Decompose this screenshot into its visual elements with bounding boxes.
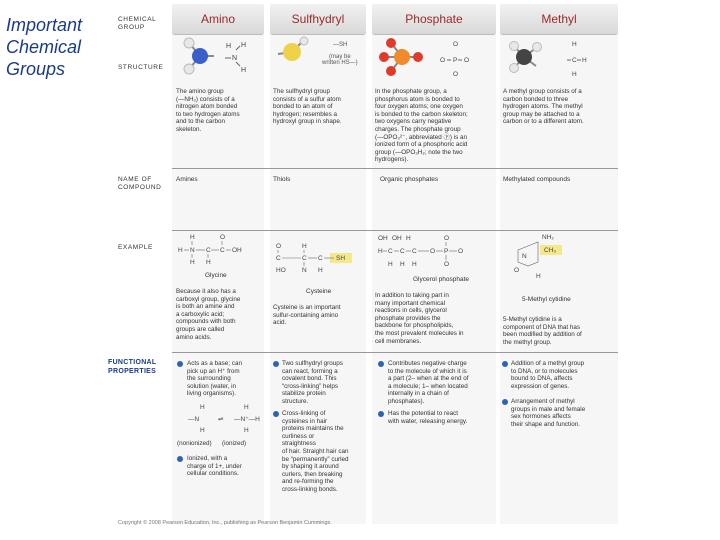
amino-example-description <box>176 288 268 341</box>
row-label-name-of-compound <box>118 176 161 192</box>
amino-function-1 <box>187 360 267 398</box>
bullet-icon <box>177 456 183 462</box>
cysteine-structure-drawing <box>272 240 372 276</box>
phosphate-structure-description <box>375 88 499 164</box>
amino-structure-model <box>178 36 258 76</box>
svg-text:H: H <box>190 259 195 266</box>
svg-text:H: H <box>241 42 247 49</box>
bullet-icon <box>273 361 279 367</box>
text-line: groups in male and female <box>511 405 586 413</box>
phosphate-example-name: Glycerol phosphate <box>413 276 470 283</box>
svg-text:⇌: ⇌ <box>218 416 224 423</box>
text-line: their shape and function. <box>511 420 580 428</box>
amino-ion-label-ionized: (ionized) <box>222 440 247 447</box>
methyl-compound-name: Methylated compounds <box>503 176 571 183</box>
svg-text:H: H <box>318 267 323 274</box>
svg-text:H: H <box>200 404 205 411</box>
text-line: by shaping it around <box>282 463 339 471</box>
svg-text:H: H <box>388 261 393 268</box>
text-line: The amino group <box>176 88 224 95</box>
text-line: bound to DNA, affects <box>511 375 573 383</box>
svg-text:H: H <box>206 259 211 266</box>
svg-text:O: O <box>453 71 459 78</box>
row-label-structure: STRUCTURE <box>118 64 164 71</box>
text-line: carboxyl group, glycine <box>176 295 241 303</box>
row-label-functional-properties <box>108 359 157 376</box>
svg-text:O: O <box>453 41 459 48</box>
text-line: curlers, then breaking <box>282 470 343 478</box>
amino-ion-label-nonionized: (nonionized) <box>177 440 212 447</box>
text-line: the surrounding <box>187 375 231 383</box>
text-line: 5-Methyl cytidine is a <box>503 316 562 323</box>
text-line: cell membranes. <box>375 337 422 345</box>
text-line: hydroxyl group in shape. <box>273 118 342 126</box>
methyl-structure-model <box>504 36 614 78</box>
text-line: (—NH₂) consists of a <box>176 95 235 103</box>
text-line: hydrogen; resembles a <box>273 110 338 118</box>
methyl-structure-description <box>503 88 621 126</box>
text-line: sex hormones affects <box>511 413 571 421</box>
text-line: and to the carbon <box>176 118 226 126</box>
note-line: (may be <box>328 54 351 60</box>
text-line: carbon or to a different atom. <box>503 118 584 126</box>
svg-text:C: C <box>276 255 281 262</box>
text-line: cross-linking bonds. <box>282 485 338 493</box>
text-line: In addition to taking part in <box>375 292 449 299</box>
glycine-structure-drawing <box>176 232 266 266</box>
text-line: skeleton. <box>176 125 202 133</box>
text-line: can react, forming a <box>282 367 338 375</box>
row-label-line: NAME OF <box>118 176 152 183</box>
phosphate-function-2 <box>388 410 498 425</box>
svg-text:OH: OH <box>232 247 242 254</box>
sulfhydryl-compound-name: Thiols <box>273 176 291 183</box>
svg-text:H: H <box>244 427 249 434</box>
svg-text:H: H <box>536 273 541 280</box>
bullet-icon <box>378 361 384 367</box>
text-line: curliness or <box>282 432 315 440</box>
text-line: living organisms). <box>187 390 236 398</box>
amino-compound-name: Amines <box>176 176 198 183</box>
svg-text:N: N <box>522 253 527 260</box>
text-line: Two sulfhydryl groups <box>282 360 343 367</box>
text-line: two oxygens carry negative <box>375 118 452 126</box>
svg-text:O: O <box>514 267 520 274</box>
text-line: phosphate provides the <box>375 314 441 322</box>
svg-text:C: C <box>388 248 393 255</box>
text-line: been modified by addition of <box>503 331 582 339</box>
sulfhydryl-sh-label: —SH <box>333 42 348 48</box>
text-line: Acts as a base; can <box>187 360 242 367</box>
methyl-example-description <box>503 316 621 346</box>
page-title-line: Chemical <box>6 37 82 57</box>
methyl-function-1 <box>511 360 621 390</box>
svg-text:O: O <box>464 57 470 64</box>
methyl-function-2 <box>511 398 621 428</box>
amino-example-name: Glycine <box>205 272 227 279</box>
text-line: Cross-linking of <box>282 410 326 417</box>
text-line: expression of genes. <box>511 382 570 390</box>
text-line: cellular conditions. <box>187 470 239 478</box>
note-line: written HS—) <box>322 60 358 66</box>
svg-text:O: O <box>440 57 446 64</box>
sulfhydryl-function-2 <box>282 410 368 494</box>
svg-text:H: H <box>412 261 417 268</box>
svg-text:O: O <box>430 248 436 255</box>
svg-text:C: C <box>318 255 323 262</box>
sulfhydryl-structure-description <box>273 88 369 126</box>
glycerol-phosphate-structure-drawing <box>378 232 496 276</box>
svg-text:C: C <box>220 247 225 254</box>
svg-text:H: H <box>200 427 205 434</box>
text-line: cysteines in hair <box>282 417 328 425</box>
text-line: Addition of a methyl group <box>511 360 585 367</box>
row-label-line: COMPOUND <box>118 184 162 191</box>
text-line: is both an amine and <box>176 303 235 311</box>
text-line: a part (2– when at the end of <box>388 375 469 383</box>
text-line: groups are called <box>176 325 225 333</box>
svg-text:O: O <box>444 261 450 268</box>
text-line: be “permanently” curled <box>282 455 349 463</box>
phosphate-example-description <box>375 292 499 345</box>
text-line: carbon bonded to three <box>503 95 569 103</box>
svg-text:N: N <box>232 55 238 62</box>
text-line: group may be attached to a <box>503 110 580 118</box>
divider <box>172 230 618 231</box>
text-line: is bonded to the carbon skeleton; <box>375 110 468 118</box>
text-line: to two hydrogen atoms <box>176 110 240 118</box>
text-line: phosphorus atom is bonded to <box>375 95 460 103</box>
svg-text:P: P <box>444 248 449 255</box>
text-line: to the molecule of which it is <box>388 367 467 375</box>
svg-text:—N: —N <box>188 416 200 423</box>
svg-text:H: H <box>178 247 183 254</box>
text-line: with water, releasing energy. <box>388 417 468 425</box>
text-line: covalent bond. This <box>282 375 337 383</box>
text-line: structure. <box>282 397 309 405</box>
svg-text:HO: HO <box>276 267 286 274</box>
bullet-icon <box>177 361 183 367</box>
text-line: many important chemical <box>375 299 445 307</box>
svg-text:H: H <box>582 57 587 64</box>
text-line: hydrogen atoms. The methyl <box>503 103 583 111</box>
text-line: and re-forming the <box>282 478 334 486</box>
amino-structure-description <box>176 88 266 134</box>
column-header-amino: Amino <box>172 4 264 35</box>
text-line: pick up an H⁺ from <box>187 367 240 375</box>
svg-text:O: O <box>444 235 450 242</box>
text-line: the most prevalent molecules in <box>375 329 464 337</box>
methyl-example-name: 5-Methyl cytidine <box>522 296 571 303</box>
svg-text:C: C <box>400 248 405 255</box>
text-line: Ionized, with a <box>187 455 228 462</box>
divider <box>172 168 618 169</box>
text-line: Contributes negative charge <box>388 360 467 367</box>
text-line: hydrogens). <box>375 156 409 164</box>
text-line: Because it also has a <box>176 288 236 295</box>
text-line: reactions in cells, glycerol <box>375 307 447 315</box>
text-line: a molecule; 1– when located <box>388 382 468 390</box>
text-line: the methyl group. <box>503 338 552 346</box>
text-line: Has the potential to react <box>388 410 459 417</box>
copyright-notice: Copyright © 2008 Pearson Education, Inc., publishing as Pearson Benjamin Cummings. <box>118 520 332 526</box>
svg-text:NH₂: NH₂ <box>542 234 554 241</box>
svg-text:C: C <box>412 248 417 255</box>
text-line: ionized form of a phosphoric acid <box>375 141 468 149</box>
svg-text:CH₃: CH₃ <box>544 247 557 254</box>
page-title <box>6 14 106 80</box>
row-label-line: FUNCTIONAL <box>108 359 157 366</box>
svg-text:C: C <box>302 255 307 262</box>
row-label-line: PROPERTIES <box>108 367 157 375</box>
bullet-icon <box>502 361 508 367</box>
text-line: Cysteine is an important <box>273 304 341 311</box>
bullet-icon <box>502 399 508 405</box>
svg-text:O: O <box>276 243 282 250</box>
svg-text:C: C <box>572 57 577 64</box>
column-header-sulfhydryl: Sulfhydryl <box>270 4 366 35</box>
column-header-phosphate: Phosphate <box>372 4 496 35</box>
svg-text:H: H <box>572 71 577 78</box>
svg-text:SH: SH <box>336 255 346 262</box>
svg-text:H: H <box>241 67 247 74</box>
text-line: straightness <box>282 440 316 448</box>
sulfhydryl-function-1 <box>282 360 368 406</box>
row-label-example: EXAMPLE <box>118 244 153 251</box>
text-line: charges. The phosphate group <box>375 125 461 133</box>
svg-text:N: N <box>302 267 307 274</box>
text-line: solution (water, in <box>187 382 237 390</box>
text-line: a carboxylic acid; <box>176 310 225 318</box>
text-line: acid. <box>273 319 287 327</box>
text-line: component of DNA that has <box>503 323 581 331</box>
text-line: internally in a chain of <box>388 390 449 398</box>
phosphate-compound-name: Organic phosphates <box>380 176 439 183</box>
svg-text:H: H <box>400 261 405 268</box>
text-line: A methyl group consists of a <box>503 88 582 95</box>
svg-text:—N⁺—H: —N⁺—H <box>234 416 260 423</box>
svg-text:OH: OH <box>378 235 388 242</box>
svg-text:O: O <box>458 248 464 255</box>
text-line: amino acids. <box>176 333 212 341</box>
text-line: nitrogen atom bonded <box>176 103 238 111</box>
bullet-icon <box>378 411 384 417</box>
svg-text:OH: OH <box>392 235 402 242</box>
row-label-chemical-group <box>118 16 156 32</box>
text-line: to DNA, or to molecules <box>511 367 578 375</box>
phosphate-structure-model <box>378 36 496 78</box>
row-label-line: GROUP <box>118 24 145 31</box>
svg-text:H: H <box>572 41 577 48</box>
phosphate-function-1 <box>388 360 498 406</box>
svg-text:H: H <box>302 243 307 250</box>
text-line: (—OPO₃²⁻, abbreviated Ⓟ) is an <box>375 133 467 141</box>
page-title-line: Groups <box>6 59 66 79</box>
row-label-line: CHEMICAL <box>118 16 157 23</box>
text-line: stabilize protein <box>282 390 326 398</box>
sulfhydryl-note <box>322 54 358 66</box>
text-line: charge of 1+, under <box>187 462 242 470</box>
svg-text:N: N <box>190 247 195 254</box>
text-line: “cross-linking” helps <box>282 382 338 390</box>
divider <box>172 352 618 353</box>
bullet-icon <box>273 411 279 417</box>
svg-text:P: P <box>453 57 458 64</box>
methyl-cytidine-structure-drawing <box>508 232 618 288</box>
text-line: sulfur-containing amino <box>273 311 339 319</box>
amino-function-2 <box>187 455 267 478</box>
text-line: compounds with both <box>176 318 236 326</box>
svg-text:H: H <box>406 235 411 242</box>
amino-ionization-drawing <box>180 402 266 434</box>
column-header-methyl: Methyl <box>500 4 618 35</box>
text-line: consists of a sulfur atom <box>273 95 341 103</box>
text-line: of hair. Straight hair can <box>282 447 349 455</box>
page-title-line: Important <box>6 15 83 35</box>
text-line: backbone for phospholipids, <box>375 322 454 330</box>
sulfhydryl-example-description <box>273 304 369 327</box>
text-line: proteins maintains the <box>282 425 344 433</box>
text-line: bonded to an atom of <box>273 103 333 111</box>
svg-text:H: H <box>190 234 195 241</box>
text-line: In the phosphate group, a <box>375 88 447 95</box>
sulfhydryl-example-name: Cysteine <box>306 288 332 295</box>
svg-text:O: O <box>220 234 226 241</box>
text-line: four oxygen atoms; one oxygen <box>375 103 463 111</box>
svg-text:C: C <box>206 247 211 254</box>
text-line: group (—OPO₃H₂; note the two <box>375 148 463 156</box>
svg-text:H: H <box>244 404 249 411</box>
svg-text:H: H <box>226 43 232 50</box>
text-line: phosphates). <box>388 397 425 405</box>
text-line: The sulfhydryl group <box>273 88 331 95</box>
text-line: Arrangement of methyl <box>511 398 575 405</box>
svg-text:H: H <box>378 248 383 255</box>
